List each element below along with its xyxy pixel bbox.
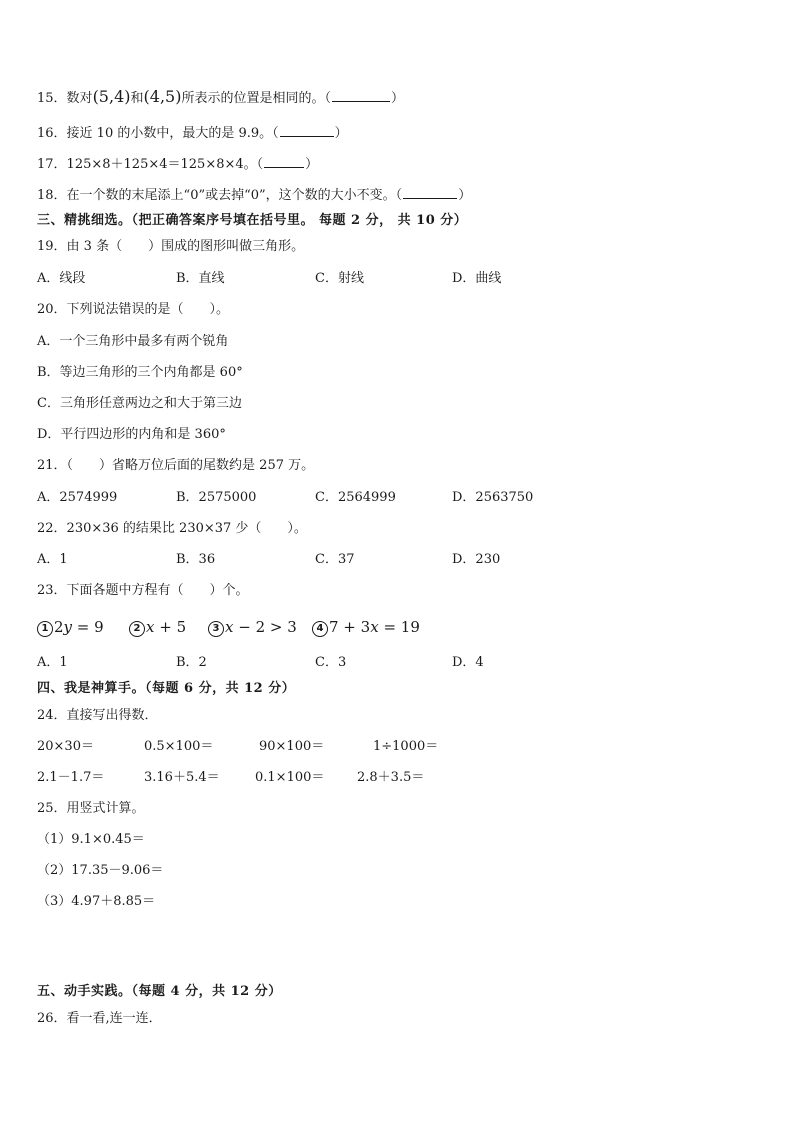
option-b[interactable]: B．直线 <box>176 271 225 286</box>
calc-item: 2.1－1.7＝ <box>37 770 105 785</box>
option-d[interactable]: D．2563750 <box>452 490 534 505</box>
section-5-heading: 五、动手实践。（每题 4 分，共 12 分） <box>37 984 282 999</box>
question-19: 19．由 3 条（ ）围成的图形叫做三角形。 <box>37 239 305 254</box>
calc-item: 20×30＝ <box>37 739 94 754</box>
option-d[interactable]: D．平行四边形的内角和是 360° <box>37 427 226 442</box>
calc-item: （1）9.1×0.45＝ <box>37 832 145 847</box>
circled-number: 1 <box>37 621 53 637</box>
option-c[interactable]: C．2564999 <box>315 490 396 505</box>
question-17: 17．125×8＋125×4＝125×8×4。（ ） <box>37 157 319 172</box>
option-d[interactable]: D．230 <box>452 552 501 567</box>
option-c[interactable]: C．三角形任意两边之和大于第三边 <box>37 396 242 411</box>
question-16: 16．接近 10 的小数中，最大的是 9.9。（ ） <box>37 126 348 141</box>
option-c[interactable]: C．3 <box>315 655 347 670</box>
calc-item: 90×100＝ <box>259 739 325 754</box>
coordinate-pair-2: (4,5) <box>143 87 182 106</box>
circled-number: 4 <box>312 621 328 637</box>
section-3-heading: 三、精挑细选。（把正确答案序号填在括号里。 每题 2 分， 共 10 分） <box>37 213 468 228</box>
calc-item: 0.1×100＝ <box>255 770 325 785</box>
calc-item: 0.5×100＝ <box>144 739 214 754</box>
option-a[interactable]: A．线段 <box>37 271 86 286</box>
circled-number: 3 <box>208 621 224 637</box>
option-a[interactable]: A．1 <box>37 655 68 670</box>
equation-item-2: 2 x + 5 <box>129 617 186 637</box>
option-b[interactable]: B．2575000 <box>176 490 257 505</box>
answer-blank[interactable] <box>280 124 334 137</box>
circled-number: 2 <box>129 621 145 637</box>
question-20: 20．下列说法错误的是（ ）。 <box>37 302 230 317</box>
equation-item-1: 1 2y = 9 <box>37 617 104 637</box>
question-number: 15． <box>37 91 67 106</box>
option-c[interactable]: C．射线 <box>315 271 364 286</box>
answer-blank[interactable] <box>332 89 390 102</box>
question-number: 16． <box>37 126 67 141</box>
question-15: 15．数对(5,4)和(4,5)所表示的位置是相同的。（ ） <box>37 87 404 106</box>
equation-item-3: 3 x − 2 > 3 <box>208 617 297 637</box>
calc-item: （3）4.97＋8.85＝ <box>37 894 156 909</box>
question-23: 23．下面各题中方程有（ ）个。 <box>37 583 249 598</box>
calc-item: （2）17.35－9.06＝ <box>37 863 164 878</box>
question-21: 21．（ ）省略万位后面的尾数约是 257 万。 <box>37 458 315 473</box>
calc-item: 1÷1000＝ <box>373 739 439 754</box>
option-c[interactable]: C．37 <box>315 552 355 567</box>
question-24: 24．直接写出得数． <box>37 708 158 723</box>
option-d[interactable]: D．曲线 <box>452 271 502 286</box>
coordinate-pair-1: (5,4) <box>92 87 131 106</box>
calc-item: 3.16＋5.4＝ <box>144 770 220 785</box>
question-number: 17． <box>37 157 67 172</box>
option-b[interactable]: B．36 <box>176 552 216 567</box>
option-d[interactable]: D．4 <box>452 655 484 670</box>
option-b[interactable]: B．等边三角形的三个内角都是 60° <box>37 365 243 380</box>
option-a[interactable]: A．1 <box>37 552 68 567</box>
question-25: 25．用竖式计算。 <box>37 801 145 816</box>
answer-blank[interactable] <box>264 155 304 168</box>
question-18: 18．在一个数的末尾添上“0”或去掉“0”，这个数的大小不变。（ ） <box>37 188 472 203</box>
question-26: 26．看一看,连一连． <box>37 1011 162 1026</box>
question-number: 18． <box>37 188 67 203</box>
option-a[interactable]: A．一个三角形中最多有两个锐角 <box>37 334 229 349</box>
answer-blank[interactable] <box>403 186 457 199</box>
question-22: 22．230×36 的结果比 230×37 少（ ）。 <box>37 521 307 536</box>
equation-item-4: 4 7 + 3x = 19 <box>312 617 420 637</box>
option-b[interactable]: B．2 <box>176 655 207 670</box>
section-4-heading: 四、我是神算手。（每题 6 分，共 12 分） <box>37 681 296 696</box>
option-a[interactable]: A．2574999 <box>37 490 118 505</box>
calc-item: 2.8＋3.5＝ <box>357 770 425 785</box>
